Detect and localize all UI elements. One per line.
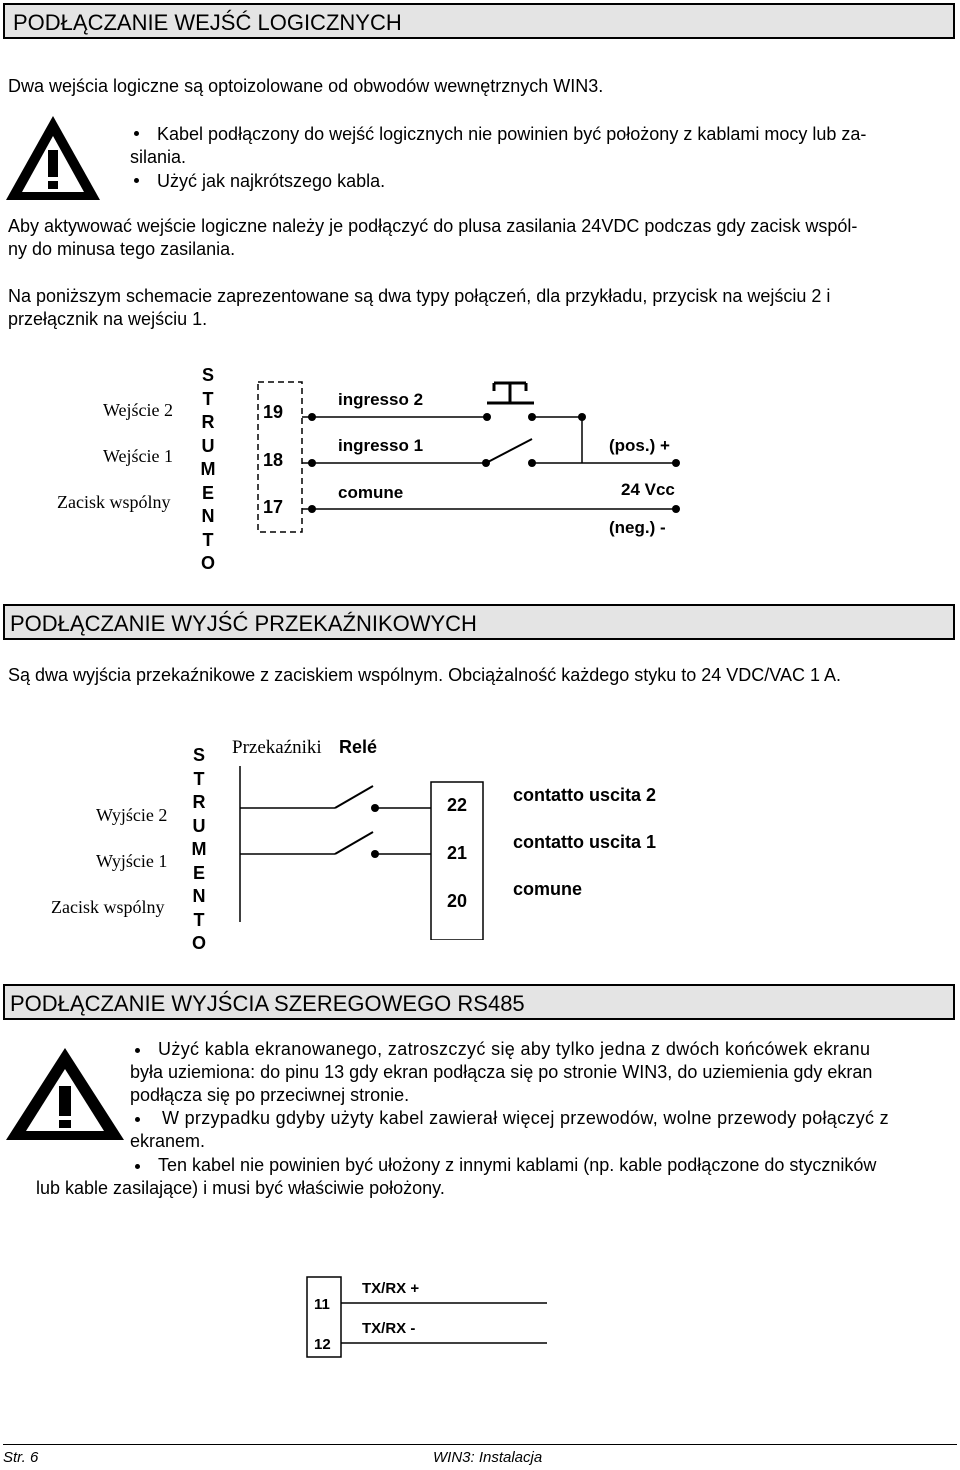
bullet-dot (135, 1048, 140, 1053)
diagram-title-relays: Przekaźniki (232, 737, 322, 758)
terminal-17: 17 (263, 497, 284, 517)
diagram-label-common: Zacisk wspólny (51, 897, 165, 917)
bullet-line: lub kable zasilające) i musi być właściwie położony. (36, 1178, 445, 1198)
diagram-label-input2: Wejście 2 (103, 400, 174, 420)
bullet-line: podłącza się po przeciwnej stronie. (130, 1085, 410, 1105)
warning-triangle-icon (4, 1046, 126, 1142)
paragraph: Na poniższym schemacie zaprezentowane są dwa typy połączeń, dla przykładu, przycisk na wejściu 2 i (8, 286, 831, 306)
signal-txrx-minus: TX/RX - (362, 1320, 416, 1337)
paragraph: przełącznik na wejściu 1. (8, 309, 208, 329)
rs485-wiring-diagram (305, 1275, 565, 1365)
label-pos: (pos.) + (609, 436, 670, 455)
diagram-title-rele: Relé (339, 737, 378, 757)
vertical-strumento: S T R U M E N T O (200, 365, 216, 573)
vertical-strumento: S T R U M E N T O (191, 745, 207, 953)
terminal-20: 20 (447, 891, 468, 911)
signal-contatto-1: contatto uscita 1 (513, 832, 657, 852)
signal-ingresso-2: ingresso 2 (338, 390, 424, 409)
bullet-dot (134, 131, 139, 136)
terminal-11: 11 (314, 1296, 330, 1313)
intro-text: Dwa wejścia logiczne są optoizolowane od obwodów wewnętrznych WIN3. (8, 76, 604, 96)
diagram-label-input1: Wejście 1 (103, 446, 174, 466)
footer-rule (3, 1444, 957, 1445)
signal-comune: comune (513, 879, 583, 899)
section-heading-rs485 (3, 984, 955, 1020)
section-heading-relays (3, 604, 955, 640)
bullet-line: ekranem. (130, 1131, 206, 1151)
relay-wiring-diagram (235, 760, 515, 940)
signal-ingresso-1: ingresso 1 (338, 436, 424, 455)
diagram-label-common: Zacisk wspólny (57, 492, 171, 512)
signal-comune: comune (338, 483, 404, 502)
section-heading-inputs (3, 3, 955, 39)
page-number: Str. 6 (3, 1449, 39, 1466)
bullet-line: Ten kabel nie powinien być ułożony z innymi kablami (np. kable podłączone do styczników (158, 1155, 877, 1175)
diagram-label-output2: Wyjście 2 (96, 805, 168, 825)
terminal-19: 19 (263, 402, 284, 422)
bullet-line: była uziemiona: do pinu 13 gdy ekran podłącza się po stronie WIN3, do uziemienia gdy ekran (130, 1062, 873, 1082)
document-title: WIN3: Instalacja (433, 1449, 543, 1466)
paragraph: ny do minusa tego zasilania. (8, 239, 236, 259)
heading-text: PODŁĄCZANIE WEJŚĆ LOGICZNYCH (13, 10, 402, 35)
intro-text: Są dwa wyjścia przekaźnikowe z zaciskiem wspólnym. Obciążalność każdego styku to 24 VDC/VAC 1 A. (8, 665, 842, 685)
terminal-18: 18 (263, 450, 284, 470)
signal-txrx-plus: TX/RX + (362, 1280, 420, 1297)
bullet-line: Kabel podłączony do wejść logicznych nie powinien być położony z kablami mocy lub za- (157, 124, 867, 144)
warning-triangle-icon (4, 114, 102, 202)
label-neg: (neg.) - (609, 518, 666, 537)
bullet-line: silania. (130, 147, 187, 167)
heading-text: PODŁĄCZANIE WYJŚCIA SZEREGOWEGO RS485 (10, 991, 525, 1016)
terminal-12: 12 (314, 1336, 331, 1353)
bullet-line: Użyć kabla ekranowanego, zatroszczyć się aby tylko jedna z dwóch końcówek ekranu (158, 1039, 871, 1059)
paragraph: Aby aktywować wejście logiczne należy je podłączyć do plusa zasilania 24VDC podczas gdy zacisk wspól- (8, 216, 858, 236)
bullet-line: W przypadku gdyby użyty kabel zawierał więcej przewodów, wolne przewody połączyć z (162, 1108, 889, 1128)
bullet-line: Użyć jak najkrótszego kabla. (157, 171, 386, 191)
diagram-label-output1: Wyjście 1 (96, 851, 168, 871)
bullet-dot (135, 1117, 140, 1122)
bullet-dot (134, 178, 139, 183)
signal-contatto-2: contatto uscita 2 (513, 785, 657, 805)
terminal-22: 22 (447, 795, 468, 815)
heading-text: PODŁĄCZANIE WYJŚĆ PRZEKAŹNIKOWYCH (10, 611, 477, 636)
terminal-21: 21 (447, 843, 468, 863)
bullet-dot (135, 1164, 140, 1169)
label-24vcc: 24 Vcc (621, 480, 675, 499)
